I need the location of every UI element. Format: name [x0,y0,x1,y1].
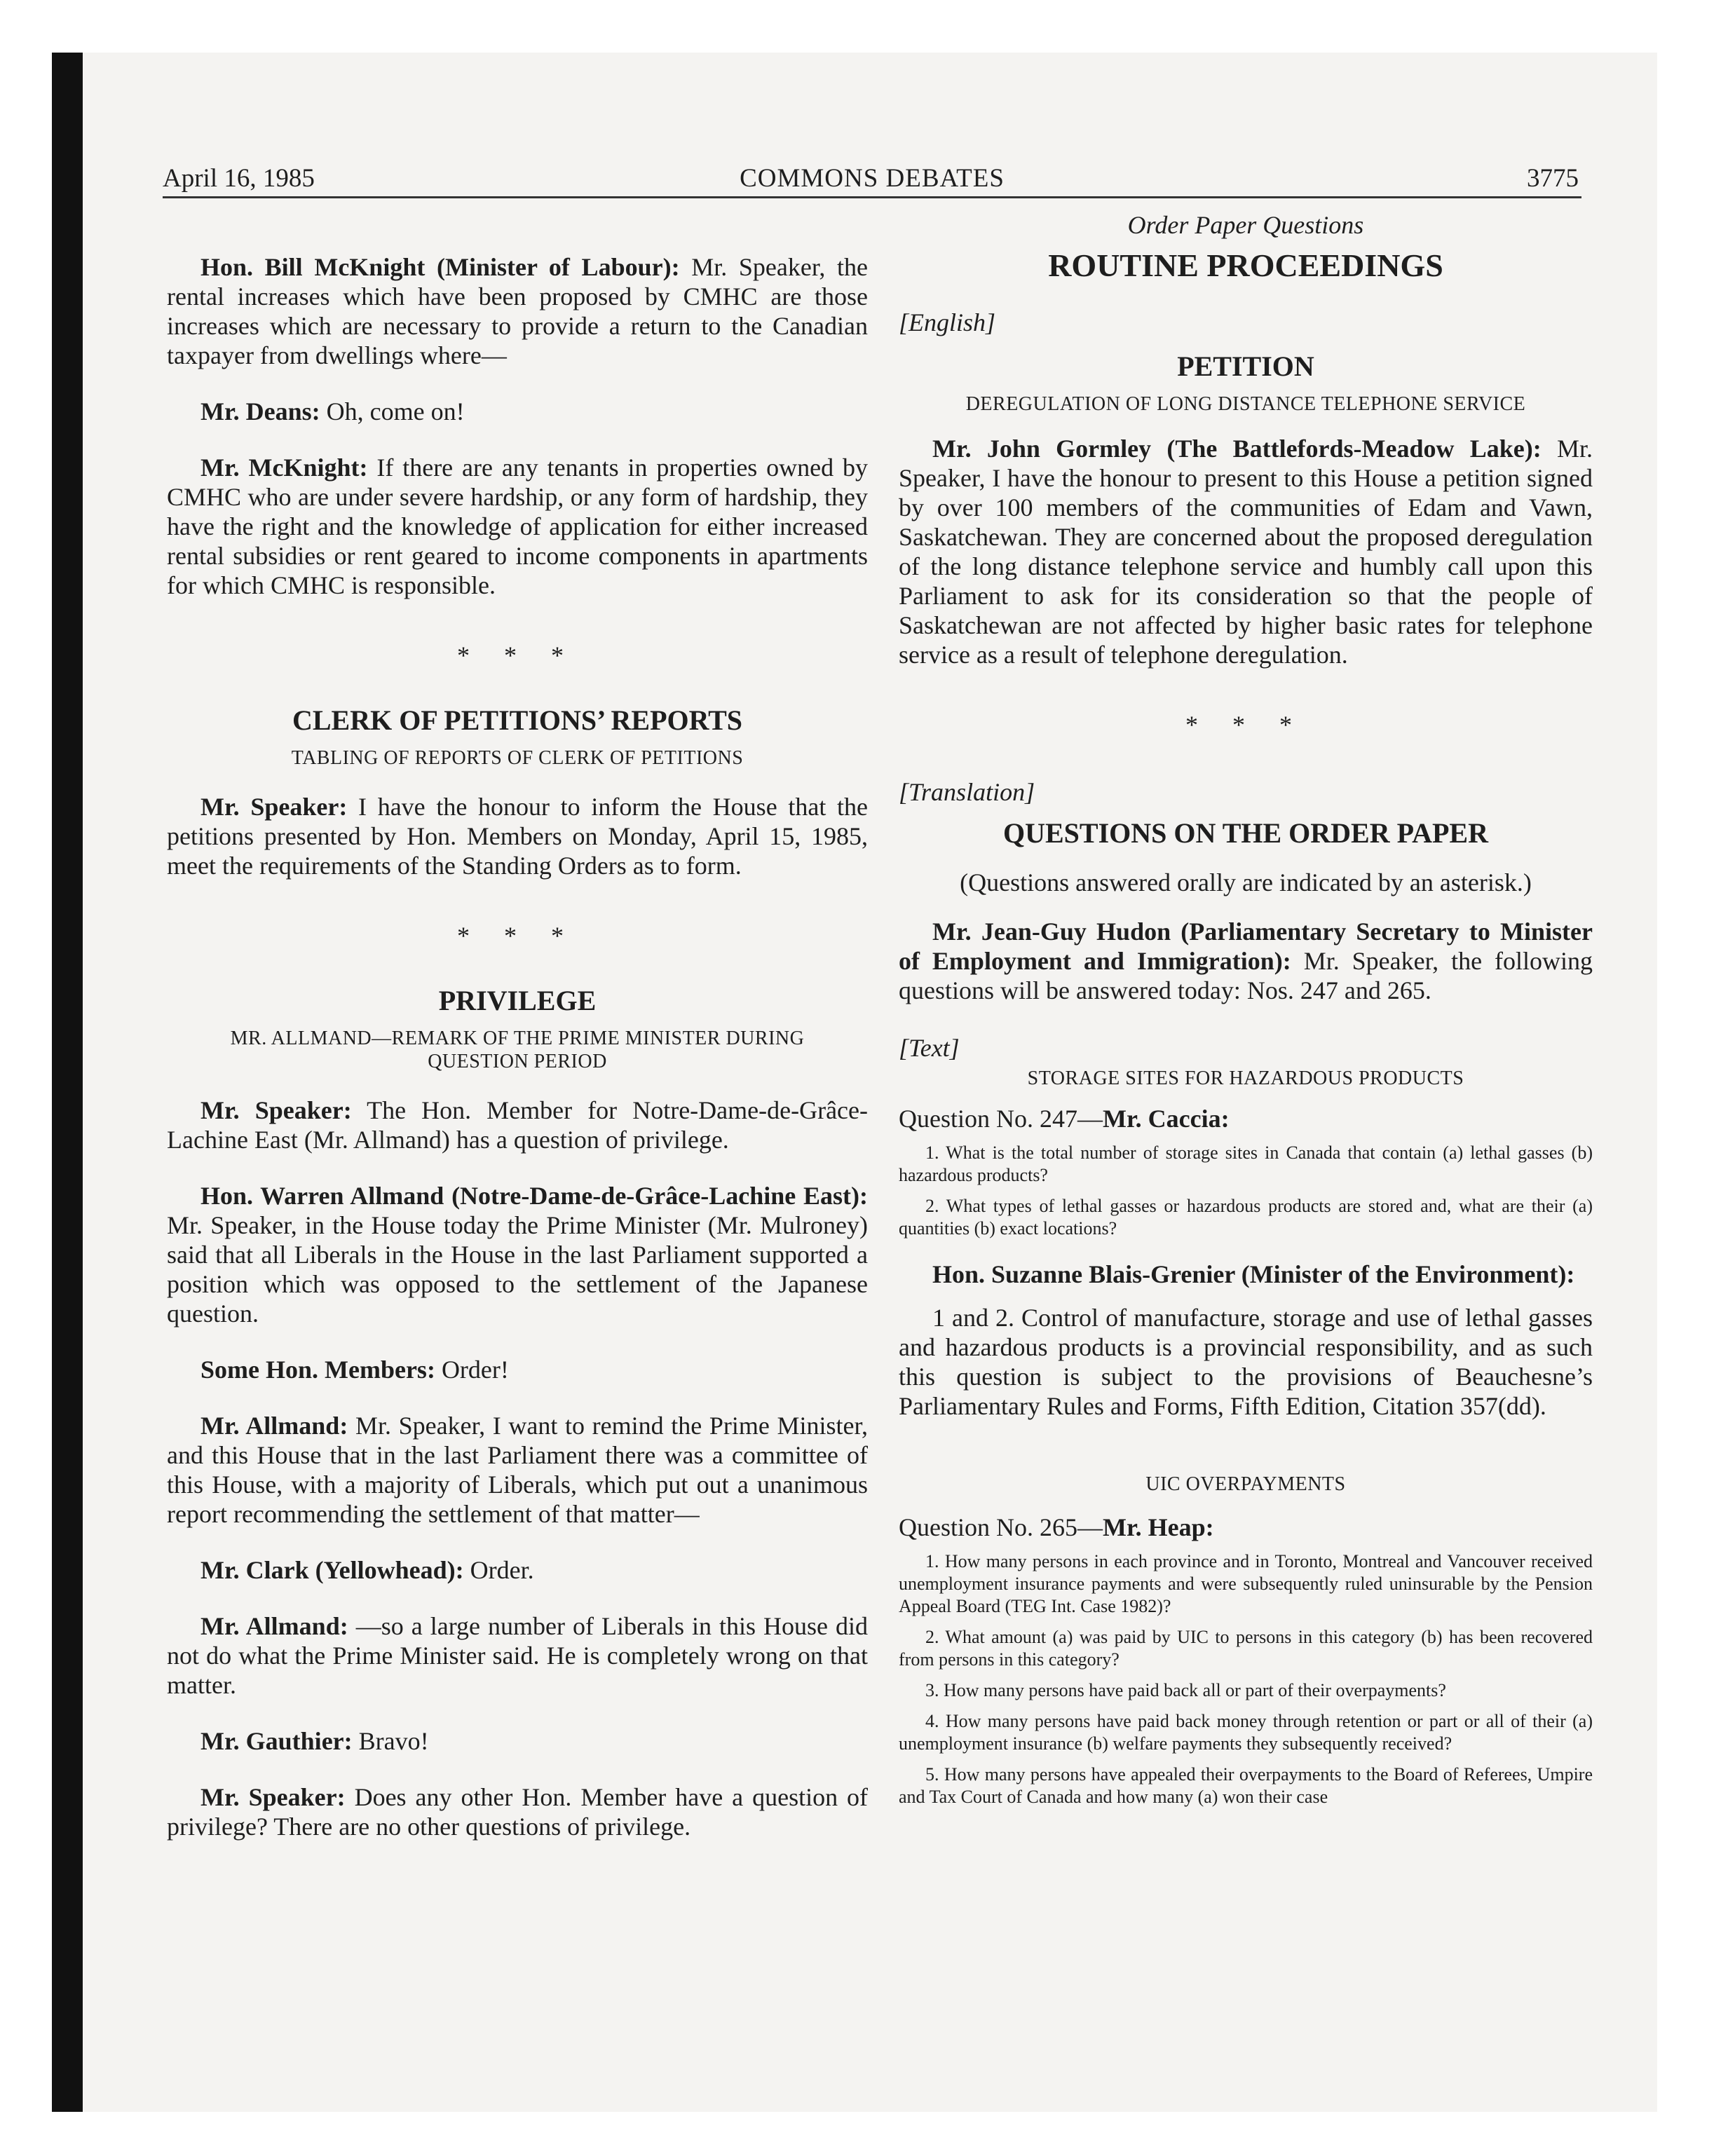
language-marker: [Text] [899,1034,960,1062]
speech: Mr. Speaker: The Hon. Member for Notre-Dame-de-Grâce-Lachine East (Mr. Allmand) has a question of privilege. [167,1096,868,1154]
language-marker: [Translation] [899,778,1035,806]
speech: Mr. Deans: Oh, come on! [200,397,465,425]
questions-heading: QUESTIONS ON THE ORDER PAPER [1003,817,1488,849]
speech: Mr. John Gormley (The Battlefords-Meadow Lake): Mr. Speaker, I have the honour to present to this House a petition signed by over 100 members of the communities of Edam and Vawn, Saskatchewan. They are concerned about the proposed deregulation of the long distance telephone service and humbly call upon this Parliament to ask for its consideration so that the people of Saskatchewan are not affected by higher basic rates for telephone service as a result of telephone deregulation. [899,435,1593,669]
section-separator: * * * [457,922,578,950]
question-item: 4. How many persons have paid back money through retention or part or all of their (a) unemployment insurance (b) welfare payments they subsequently received? [899,1711,1593,1754]
petition-heading: PETITION [1177,350,1314,382]
answer-text: 1 and 2. Control of manufacture, storage and use of lethal gasses and hazardous products is a provincial responsibility, and as such this question is subject to the provisions of Beauchesne’s Parliamentary Rules and Forms, Fifth Edition, Citation 357(dd). [899,1304,1593,1420]
question-item: 1. How many persons in each province and in Toronto, Montreal and Vancouver received unemployment insurance payments and were subsequently ruled uninsurable by the Pension Appeal Board (TEG Int. Case 1982)? [899,1551,1593,1616]
speech: Hon. Suzanne Blais-Grenier (Minister of the Environment): [932,1260,1575,1288]
header-date: April 16, 1985 [163,164,315,193]
routine-proceedings-heading: ROUTINE PROCEEDINGS [1048,247,1443,283]
language-marker: [English] [899,308,996,336]
section-separator: * * * [1185,711,1306,739]
speech: Mr. Gauthier: Bravo! [200,1727,429,1755]
speech: Mr. McKnight: If there are any tenants in properties owned by CMHC who are under severe hardship, or any form of hardship, they have the right and the knowledge of application for either increased rental subsidies or rent geared to income components in apartments for which CMHC is responsible. [167,453,869,599]
speech: Hon. Bill McKnight (Minister of Labour): Mr. Speaker, the rental increases which have been proposed by CMHC are those increases which are necessary to provide a return to the Canadian taxpayer from dwellings where— [167,253,869,369]
subheading: MR. ALLMAND—REMARK OF THE PRIME MINISTER DURING QUESTION PERIOD [230,1028,805,1072]
question-item: 2. What types of lethal gasses or hazardous products are stored and, what are their (a) quantities (b) exact locations? [899,1196,1593,1239]
question-item: 1. What is the total number of storage sites in Canada that contain (a) lethal gasses (b) hazardous products? [899,1142,1593,1185]
speech: Mr. Allmand: —so a large number of Liberals in this House did not do what the Prime Minister said. He is completely wrong on that matter. [167,1612,869,1699]
speech: Mr. Jean-Guy Hudon (Parliamentary Secretary to Minister of Employment and Immigration): Mr. Speaker, the following questions will be answered today: Nos. 247 and 265. [899,917,1593,1004]
question-item: 2. What amount (a) was paid by UIC to persons in this category (b) has been recovered from persons in this category? [899,1627,1593,1670]
question-item: 5. How many persons have appealed their overpayments to the Board of Referees, Umpire and Tax Court of Canada and how many (a) won their case [899,1764,1593,1807]
questions-note: (Questions answered orally are indicated by an asterisk.) [960,868,1532,896]
section-heading: PRIVILEGE [438,985,597,1016]
section-separator: * * * [457,641,578,669]
question-title: Question No. 265—Mr. Heap: [899,1513,1214,1541]
page-header [163,160,1581,198]
subheading: STORAGE SITES FOR HAZARDOUS PRODUCTS [1027,1067,1464,1089]
question-item: 3. How many persons have paid back all or part of their overpayments? [925,1680,1446,1700]
right-column [899,210,1593,1808]
header-page-number: 3775 [1527,164,1579,193]
left-column [167,210,868,1841]
speech: Some Hon. Members: Order! [200,1356,509,1384]
speech: Mr. Speaker: Does any other Hon. Member have a question of privilege? There are no other questions of privilege. [167,1783,869,1841]
speech: Mr. Allmand: Mr. Speaker, I want to remind the Prime Minister, and this House that in the last Parliament there was a committee of this House, with a majority of Liberals, which put out a unanimous report recommending the settlement of that matter— [167,1412,869,1528]
subheading: DEREGULATION OF LONG DISTANCE TELEPHONE SERVICE [965,393,1526,415]
question-title: Question No. 247—Mr. Caccia: [899,1105,1230,1133]
speech: Mr. Speaker: I have the honour to inform the House that the petitions presented by Hon. Members on Monday, April 15, 1985, meet the requirements of the Standing Orders as to form. [167,793,869,880]
section-heading: CLERK OF PETITIONS’ REPORTS [292,704,743,736]
subheading: TABLING OF REPORTS OF CLERK OF PETITIONS [291,747,744,769]
subheading: UIC OVERPAYMENTS [1145,1473,1346,1495]
binding-shadow [52,53,83,2112]
speech: Hon. Warren Allmand (Notre-Dame-de-Grâce-Lachine East): Mr. Speaker, in the House today the Prime Minister (Mr. Mulroney) said that all Liberals in the House in the last Parliament supported a position which was opposed to the settlement of the Japanese question. [167,1182,868,1328]
speech: Mr. Clark (Yellowhead): Order. [200,1556,534,1584]
header-title: COMMONS DEBATES [740,164,1005,193]
running-head: Order Paper Questions [1127,211,1364,239]
